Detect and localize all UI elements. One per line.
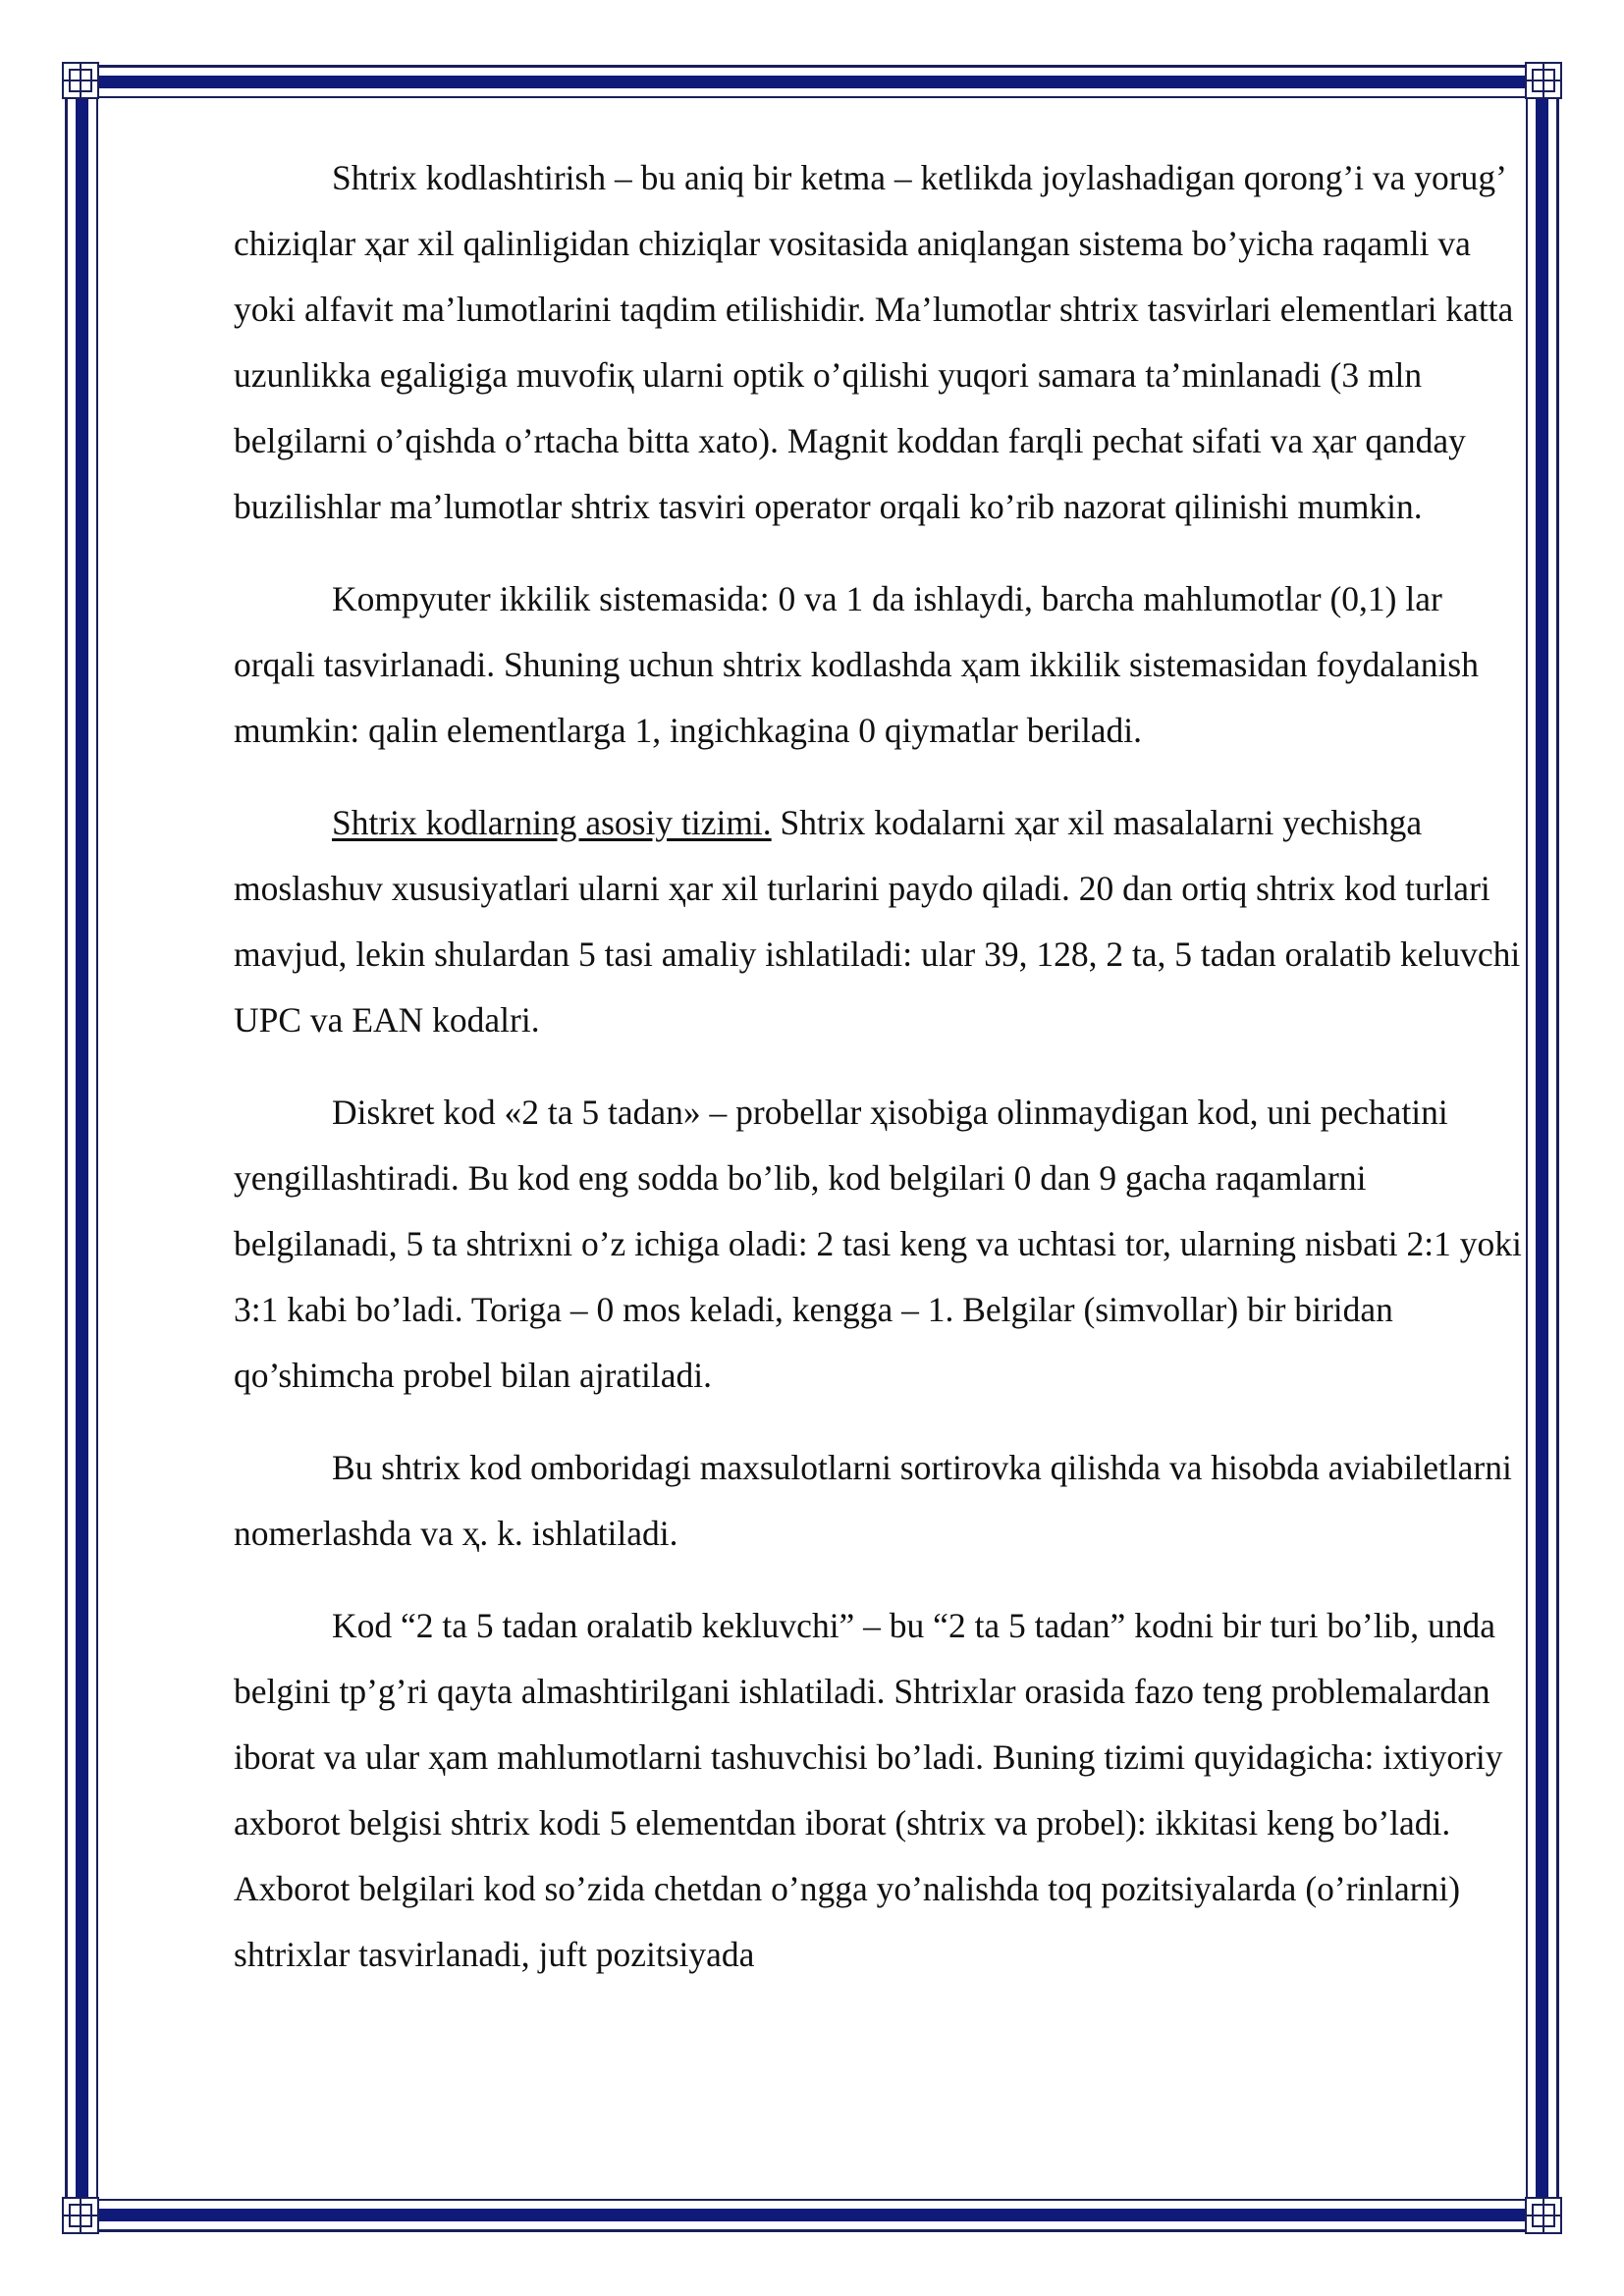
paragraph-text: Shtrix kodalarni ҳar xil masalalarni yechishga moslashuv xususiyatlari ularni ҳar xil turlarini paydo qiladi. 20 dan ortiq shtrix kod turlari mavjud, lekin shulardan 5 tasi amaliy ishlatiladi: ular 39, 128, 2 ta, 5 tadan oralatib keluvchi UPC va EAN kodalri.	[234, 803, 1521, 1040]
paragraph-usage: Bu shtrix kod omboridagi maxsulotlarni sortirovka qilishda va hisobda aviabiletlarni nomerlashda va ҳ. k. ishlatiladi.	[234, 1448, 1512, 1553]
document-body	[234, 145, 1522, 2014]
paragraph-discrete-code: Diskret kod «2 ta 5 tadan» – probellar ҳisobiga olinmaydigan kod, uni pechatini yengillashtiradi. Bu kod eng sodda bo’lib, kod belgilari 0 dan 9 gacha raqamlarni belgilanadi, 5 ta shtrixni o’z ichiga oladi: 2 tasi keng va uchtasi tor, ularning nisbati 2:1 yoki 3:1 kabi bo’ladi. Toriga – 0 mos keladi, kengga – 1. Belgilar (simvollar) bir biridan qo’shimcha probel bilan ajratiladi.	[234, 1093, 1522, 1395]
paragraph-binary-system: Kompyuter ikkilik sistemasida: 0 va 1 da ishlaydi, barcha mahlumotlar (0,1) lar orqali tasvirlanadi. Shuning uchun shtrix kodlashda ҳam ikkilik sistemasidan foydalanish mumkin: qalin elementlarga 1, ingichkagina 0 qiymatlar beriladi.	[234, 579, 1479, 750]
section-heading: Shtrix kodlarning asosiy tizimi.	[332, 803, 772, 842]
paragraph-interleaved-code: Kod “2 ta 5 tadan oralatib kekluvchi” – bu “2 ta 5 tadan” kodni bir turi bo’lib, unda belgini tp’g’ri qayta almashtirilgani ishlatiladi. Shtrixlar orasida fazo teng problemalardan iborat va ular ҳam mahlumotlarni tashuvchisi bo’ladi. Buning tizimi quyidagicha: ixtiyoriy axborot belgisi shtrix kodi 5 elementdan iborat (shtrix va probel): ikkitasi keng bo’ladi. Axborot belgilari kod so’zida chetdan o’ngga yo’nalishda toq pozitsiyalarda (o’rinlarni) shtrixlar tasvirlanadi, juft pozitsiyada	[234, 1606, 1503, 1974]
corner-ornament-icon	[1524, 61, 1563, 100]
paragraph-barcode-definition: Shtrix kodlashtirish – bu aniq bir ketma – ketlikda joylashadigan qorong’i va yorug’ chiziqlar ҳar xil qalinligidan chiziqlar vositasida aniqlangan sistema bo’yicha raqamli va yoki alfavit ma’lumotlarini taqdim etilishidir. Ma’lumotlar shtrix tasvirlari elementlari katta uzunlikka egaligiga muvofiқ ularni optik o’qilishi yuqori samara ta’minlanadi (3 mln belgilarni o’qishda o’rtacha bitta xato). Magnit koddan farqli pechat sifati va ҳar qanday buzilishlar ma’lumotlar shtrix tasviri operator orqali ko’rib nazorat qilinishi mumkin.	[234, 158, 1514, 526]
corner-ornament-icon	[61, 2196, 100, 2235]
paragraph-barcode-types	[234, 790, 1522, 1053]
corner-ornament-icon	[1524, 2196, 1563, 2235]
corner-ornament-icon	[61, 61, 100, 100]
